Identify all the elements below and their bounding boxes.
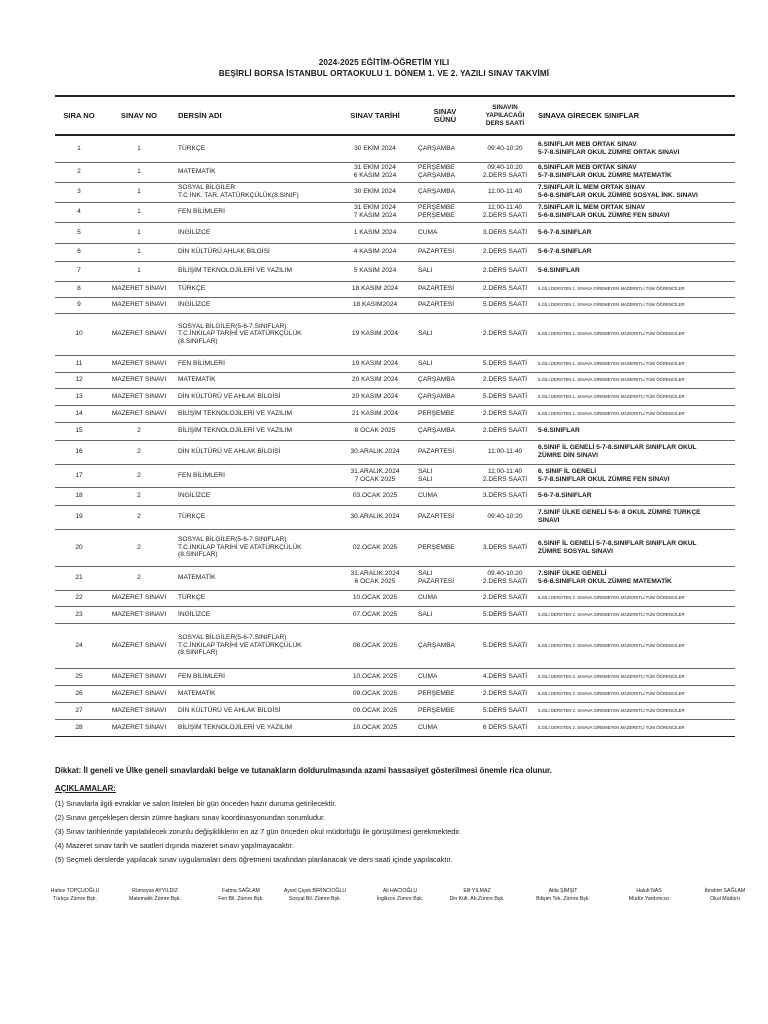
cell-ders-adi: SOSYAL BİLGİLER T.C İNK. TAR. ATATÜRKÇÜLÜK(8.SINIF) [175, 182, 335, 202]
table-row [55, 566, 735, 590]
cell-ders-saati: 5.DERS SAATİ [475, 623, 535, 668]
cell-sira-no: 6 [55, 243, 103, 261]
signature-block [526, 887, 600, 903]
cell-sinav-no: MAZERET SINAVI [103, 313, 175, 355]
table-row [55, 135, 735, 162]
signature-block [688, 887, 762, 903]
cell-sinav-no: 2 [103, 566, 175, 590]
table-row [55, 623, 735, 668]
cell-ders-adi: DİN KÜLTÜRÜ VE AHLAK BİLGİSİ [175, 388, 335, 405]
cell-siniflar: İLGİLİ DERSTEN 1. SINAVA GİREMEYEN MAZERETLİ TÜM ÖĞRENCİLER [535, 281, 735, 297]
col-header-sira-no: SIRA NO [55, 96, 103, 135]
document-title-year: 2024-2025 EĞİTİM-ÖĞRETİM YILI [318, 58, 450, 67]
cell-ders-saati: 2.DERS SAATİ [475, 243, 535, 261]
cell-sinav-gunu: ÇARŞAMBA [415, 372, 475, 388]
cell-sira-no: 20 [55, 529, 103, 566]
cell-ders-saati: 09:40-10:20 2.DERS SAATİ [475, 162, 535, 182]
cell-sira-no: 11 [55, 355, 103, 372]
cell-sinav-tarihi: 30.ARALIK.2024 [335, 440, 415, 464]
cell-siniflar: 7.SINIF ÜLKE GENELİ 5-6- 8 OKUL ZÜMRE TÜRKÇE SINAVI [535, 505, 735, 529]
signature-role: Din Kült. Ah.Zümre Bşk. [449, 896, 505, 902]
cell-siniflar: 5-6.SINIFLAR [535, 422, 735, 440]
cell-sinav-no: MAZERET SINAVI [103, 590, 175, 606]
table-row [55, 182, 735, 202]
cell-sinav-tarihi: 20 KASIM 2024 [335, 372, 415, 388]
table-row [55, 405, 735, 422]
table-row [55, 422, 735, 440]
signature-block [118, 887, 192, 903]
cell-sira-no: 8 [55, 281, 103, 297]
cell-sinav-tarihi: 18 KASIM2024 [335, 297, 415, 313]
cell-sinav-tarihi: 5 KASIM 2024 [335, 261, 415, 281]
cell-siniflar: 5-6-7-8.SINIFLAR [535, 222, 735, 243]
table-row [55, 668, 735, 685]
cell-ders-saati: 2.DERS SAATİ [475, 261, 535, 281]
signature-name: Haluk NAS [636, 888, 662, 894]
signature-name: Rümeysa AYYILDIZ [132, 888, 178, 894]
table-row [55, 440, 735, 464]
cell-ders-adi: SOSYAL BİLGİLER(5-6-7.SINIFLAR) T.C.İNKILAP TARİHİ VE ATATÜRKÇÜLÜK (8.SINIFLAR) [175, 313, 335, 355]
cell-sinav-no: 1 [103, 222, 175, 243]
cell-sinav-gunu: SALI [415, 261, 475, 281]
cell-sinav-no: MAZERET SINAVI [103, 606, 175, 623]
cell-sinav-tarihi: 02.OCAK 2025 [335, 529, 415, 566]
cell-sinav-gunu: PAZARTESİ [415, 281, 475, 297]
cell-sira-no: 27 [55, 702, 103, 719]
col-header-ders-saati: SINAVIN YAPILACAĞI DERS SAATİ [475, 96, 535, 135]
cell-sira-no: 5 [55, 222, 103, 243]
cell-ders-saati: 5.DERS SAATİ [475, 702, 535, 719]
cell-ders-adi: MATEMATİK [175, 372, 335, 388]
cell-siniflar: 6. SINIF İL GENELİ 5-7-8.SINIFLAR OKUL ZÜMRE FEN SINAVI [535, 464, 735, 487]
cell-sinav-tarihi: 31 EKİM 2024 6 KASIM 2024 [335, 162, 415, 182]
cell-ders-saati: 3.DERS SAATİ [475, 487, 535, 505]
signature-role: Müdür Yardımcısı [628, 896, 670, 902]
cell-sira-no: 4 [55, 202, 103, 222]
cell-sinav-tarihi: 08.OCAK 2025 [335, 623, 415, 668]
cell-ders-saati: 2.DERS SAATİ [475, 590, 535, 606]
table-row [55, 313, 735, 355]
cell-siniflar: 7.SINIFLAR İL MEM ORTAK SINAV 5-6-8.SINIFLAR OKUL ZÜMRE SOSYAL İNK. SINAVI [535, 182, 735, 202]
cell-sinav-no: 1 [103, 182, 175, 202]
cell-sinav-no: 1 [103, 202, 175, 222]
cell-sinav-tarihi: 8 OCAK 2025 [335, 422, 415, 440]
cell-ders-saati: 2.DERS SAATİ [475, 685, 535, 702]
cell-ders-saati: 2.DERS SAATİ [475, 372, 535, 388]
table-row [55, 702, 735, 719]
table-row [55, 162, 735, 182]
cell-siniflar: 6.SINIFLAR MEB ORTAK SINAV 5-7-8.SINIFLAR OKUL ZÜMRE MATEMATİK [535, 162, 735, 182]
explanation-item: (4) Mazeret sınav tarih ve saatleri dışında mazeret sınavı yapılmayacaktır. [55, 841, 294, 850]
cell-sinav-no: MAZERET SINAVI [103, 388, 175, 405]
cell-sinav-gunu: PERŞEMBE [415, 405, 475, 422]
cell-siniflar: İLGİLİ DERSTEN 1. SINAVA GİREMEYEN MAZERETLİ TÜM ÖĞRENCİLER [535, 297, 735, 313]
cell-sinav-gunu: PERŞEMBE [415, 685, 475, 702]
cell-sinav-tarihi: 4 KASIM 2024 [335, 243, 415, 261]
cell-sinav-no: MAZERET SINAVI [103, 355, 175, 372]
cell-ders-saati: 5.DERS SAATİ [475, 388, 535, 405]
table-row [55, 261, 735, 281]
cell-ders-adi: FEN BİLİMLERİ [175, 464, 335, 487]
signature-name: İbrahim SAĞLAM [704, 888, 746, 894]
cell-siniflar: 6.SINIF İL GENELİ 5-7-8.SINIFLAR SINIFLAR OKUL ZÜMRE SOSYAL SINAVI [535, 529, 735, 566]
cell-sinav-gunu: ÇARŞAMBA [415, 422, 475, 440]
cell-sinav-gunu: ÇARŞAMBA [415, 623, 475, 668]
warning-note: Dikkat: İl geneli ve Ülke geneli sınavlardaki belge ve tutanakların doldurulmasında azami hassasiyet gösterilmesi önemle rica olunur. [55, 766, 552, 775]
cell-sira-no: 25 [55, 668, 103, 685]
cell-ders-adi: MATEMATİK [175, 566, 335, 590]
cell-ders-saati: 11:00-11:40 [475, 440, 535, 464]
cell-sinav-no: 1 [103, 243, 175, 261]
cell-sinav-no: MAZERET SINAVI [103, 623, 175, 668]
cell-ders-adi: BİLİŞİM TEKNOLOJİLERİ VE YAZILIM [175, 719, 335, 736]
cell-sinav-tarihi: 10.OCAK 2025 [335, 590, 415, 606]
signature-block [612, 887, 686, 903]
cell-sinav-tarihi: 09.OCAK 2025 [335, 702, 415, 719]
cell-sira-no: 15 [55, 422, 103, 440]
table-row [55, 372, 735, 388]
cell-sinav-tarihi: 07.OCAK 2025 [335, 606, 415, 623]
cell-siniflar: İLGİLİ DERSTEN 2. SINAVA GİREMEYEN MAZERETLİ TÜM ÖĞRENCİLER [535, 668, 735, 685]
cell-sinav-tarihi: 18 KASIM 2024 [335, 281, 415, 297]
cell-sira-no: 12 [55, 372, 103, 388]
cell-sinav-no: 2 [103, 487, 175, 505]
cell-sira-no: 22 [55, 590, 103, 606]
cell-ders-saati: 4.DERS SAATİ [475, 668, 535, 685]
cell-ders-adi: TÜRKÇE [175, 505, 335, 529]
cell-sinav-no: 1 [103, 261, 175, 281]
signature-block [363, 887, 437, 903]
cell-sinav-tarihi: 19 KASIM 2024 [335, 313, 415, 355]
cell-sinav-no: MAZERET SINAVI [103, 668, 175, 685]
cell-ders-saati: 6 DERS SAATİ [475, 719, 535, 736]
signature-role: Türkçe Zümre Bşk. [53, 896, 97, 902]
cell-ders-adi: DİN KÜLTÜRÜ VE AHLAK BİLGİSİ [175, 440, 335, 464]
cell-ders-adi: DİN KÜLTÜRÜ VE AHLAK BİLGİSİ [175, 702, 335, 719]
col-header-sinav-gunu: SINAV GÜNÜ [415, 96, 475, 135]
cell-sinav-tarihi: 30 EKİM 2024 [335, 135, 415, 162]
document-title-main: BEŞİRLİ BORSA İSTANBUL ORTAOKULU 1. DÖNEM 1. VE 2. YAZILI SINAV TAKVİMİ [218, 69, 550, 78]
table-row [55, 685, 735, 702]
cell-siniflar: İLGİLİ DERSTEN 2. SINAVA GİREMEYEN MAZERETLİ TÜM ÖĞRENCİLER [535, 685, 735, 702]
cell-ders-adi: SOSYAL BİLGİLER(5-6-7.SINIFLAR) T.C.İNKILAP TARİHİ VE ATATÜRKÇÜLÜK (8.SINIFLAR) [175, 623, 335, 668]
col-header-ders-adi: DERSİN ADI [175, 96, 335, 135]
cell-sinav-no: 2 [103, 505, 175, 529]
cell-sinav-gunu: ÇARŞAMBA [415, 388, 475, 405]
cell-sinav-gunu: ÇARŞAMBA [415, 182, 475, 202]
cell-siniflar: İLGİLİ DERSTEN 1. SINAVA GİREMEYEN MAZERETLİ TÜM ÖĞRENCİLER [535, 313, 735, 355]
cell-siniflar: 5-6.SINIFLAR [535, 261, 735, 281]
signature-name: Atila ŞİMŞİT [548, 888, 578, 894]
cell-siniflar: İLGİLİ DERSTEN 2. SINAVA GİREMEYEN MAZERETLİ TÜM ÖĞRENCİLER [535, 623, 735, 668]
cell-sinav-no: 1 [103, 135, 175, 162]
cell-sira-no: 18 [55, 487, 103, 505]
table-row [55, 719, 735, 736]
table-row [55, 281, 735, 297]
table-row [55, 243, 735, 261]
cell-sinav-no: MAZERET SINAVI [103, 405, 175, 422]
col-header-sinav-tarihi: SINAV TARİHİ [335, 96, 415, 135]
cell-sira-no: 1 [55, 135, 103, 162]
cell-ders-saati: 2.DERS SAATİ [475, 281, 535, 297]
cell-ders-adi: İNGİLİZCE [175, 222, 335, 243]
explanations-title: AÇIKLAMALAR: [55, 784, 116, 793]
cell-ders-adi: DİN KÜLTÜRÜ AHLAK BİLGİSİ [175, 243, 335, 261]
cell-sinav-gunu: PERŞEMBE [415, 702, 475, 719]
cell-ders-adi: FEN BİLİMLERİ [175, 202, 335, 222]
table-header-row [55, 96, 735, 135]
cell-ders-saati: 09.40-10.20 2.DERS SAATİ [475, 566, 535, 590]
cell-sinav-no: 1 [103, 162, 175, 182]
signature-role: Fen Bil. Zümre Bşk. [218, 896, 264, 902]
table-row [55, 606, 735, 623]
signature-name: Ali HACIOĞLU [382, 888, 418, 894]
cell-ders-adi: BİLİŞİM TEKNOLOJİLERİ VE YAZILIM [175, 422, 335, 440]
cell-sira-no: 24 [55, 623, 103, 668]
cell-sinav-no: 2 [103, 422, 175, 440]
cell-sira-no: 13 [55, 388, 103, 405]
cell-sinav-gunu: SALI [415, 313, 475, 355]
cell-sira-no: 3 [55, 182, 103, 202]
signature-block [204, 887, 278, 903]
cell-sira-no: 26 [55, 685, 103, 702]
cell-ders-adi: İNGİLİZCE [175, 487, 335, 505]
cell-sinav-no: 2 [103, 440, 175, 464]
cell-sira-no: 23 [55, 606, 103, 623]
signature-block [38, 887, 112, 903]
cell-sira-no: 17 [55, 464, 103, 487]
table-body [55, 135, 735, 736]
table-row [55, 222, 735, 243]
table-row [55, 487, 735, 505]
exam-schedule-table [55, 95, 735, 737]
cell-ders-saati: 2.DERS SAATİ [475, 313, 535, 355]
cell-sinav-no: MAZERET SINAVI [103, 281, 175, 297]
signature-name: Hatice TOPÇUOĞLU [50, 888, 100, 894]
signature-role: Matematik Zümre Bşk. [129, 896, 181, 902]
cell-ders-adi: TÜRKÇE [175, 590, 335, 606]
cell-sinav-gunu: PERŞEMBE ÇARŞAMBA [415, 162, 475, 182]
cell-ders-saati: 5.DERS SAATİ [475, 297, 535, 313]
table-row [55, 505, 735, 529]
cell-sinav-tarihi: 1 KASIM 2024 [335, 222, 415, 243]
cell-ders-adi: BİLİŞİM TEKNOLOJİLERİ VE YAZILIM [175, 261, 335, 281]
cell-siniflar: İLGİLİ DERSTEN 1. SINAVA GİREMEYEN MAZERETLİ TÜM ÖĞRENCİLER [535, 355, 735, 372]
signature-role: Okul Müdürü [710, 896, 740, 902]
cell-sinav-gunu: CUMA [415, 222, 475, 243]
cell-sinav-gunu: PAZARTESİ [415, 505, 475, 529]
col-header-sinav-no: SINAV NO [103, 96, 175, 135]
signature-role: Sosyal Bil. Zümre Bşk. [288, 896, 342, 902]
col-header-siniflar: SINAVA GİRECEK SINIFLAR [535, 96, 735, 135]
cell-sinav-no: MAZERET SINAVI [103, 719, 175, 736]
cell-sinav-tarihi: 31.ARALIK.2024 6 OCAK 2025 [335, 566, 415, 590]
signature-role: Bilişim Tek. Zümre Bşk. [536, 896, 590, 902]
cell-sinav-tarihi: 10.OCAK 2025 [335, 719, 415, 736]
cell-ders-adi: İNGİLİZCE [175, 297, 335, 313]
cell-sinav-gunu: PAZARTESİ [415, 243, 475, 261]
cell-sira-no: 10 [55, 313, 103, 355]
cell-sinav-gunu: SALI SALI [415, 464, 475, 487]
table-row [55, 355, 735, 372]
cell-ders-adi: FEN BİLİMLERİ [175, 355, 335, 372]
signature-name: Elif YILMAZ [463, 888, 491, 894]
cell-sinav-no: MAZERET SINAVI [103, 685, 175, 702]
cell-sinav-tarihi: 20 KASIM 2024 [335, 388, 415, 405]
signature-name: Fatma SAĞLAM [222, 888, 260, 894]
cell-siniflar: 5-6-7-8.SINIFLAR [535, 487, 735, 505]
cell-sinav-gunu: PERŞEMBE PERŞEMBE [415, 202, 475, 222]
cell-siniflar: İLGİLİ DERSTEN 2. SINAVA GİREMEYEN MAZERETLİ TÜM ÖĞRENCİLER [535, 719, 735, 736]
cell-sira-no: 14 [55, 405, 103, 422]
cell-sinav-tarihi: 30 EKİM 2024 [335, 182, 415, 202]
cell-ders-saati: 2.DERS SAATİ [475, 405, 535, 422]
cell-sinav-no: 2 [103, 464, 175, 487]
cell-ders-adi: MATEMATİK [175, 162, 335, 182]
cell-sinav-tarihi: 31.ARALIK.2024 7 OCAK 2025 [335, 464, 415, 487]
cell-ders-adi: TÜRKÇE [175, 281, 335, 297]
explanation-item: (2) Sınavı gerçekleşen dersin zümre başkanı sınav koordinasyonundan sorumludur. [55, 813, 326, 822]
cell-sinav-gunu: SALI PAZARTESİ [415, 566, 475, 590]
cell-sinav-tarihi: 21 KASIM 2024 [335, 405, 415, 422]
cell-siniflar: 6.SINIF İL GENELİ 5-7-8.SINIFLAR SINIFLAR OKUL ZÜMRE DİN SINAVI [535, 440, 735, 464]
cell-sinav-no: 2 [103, 529, 175, 566]
cell-ders-saati: 11:00-11:40 2.DERS SAATİ [475, 202, 535, 222]
cell-ders-saati: 11:00-11:40 [475, 182, 535, 202]
explanation-item: (1) Sınavlarla ilgili evraklar ve salon listeleri bir gün önceden hazır duruma getirilecektir. [55, 799, 337, 808]
cell-ders-adi: TÜRKÇE [175, 135, 335, 162]
cell-sinav-tarihi: 10.OCAK 2025 [335, 668, 415, 685]
table-row [55, 464, 735, 487]
cell-sinav-gunu: PAZARTESİ [415, 440, 475, 464]
cell-sinav-gunu: CUMA [415, 719, 475, 736]
signature-block [278, 887, 352, 903]
cell-sira-no: 7 [55, 261, 103, 281]
table-row [55, 388, 735, 405]
cell-sinav-gunu: SALI [415, 606, 475, 623]
cell-ders-saati: 5.DERS SAATİ [475, 355, 535, 372]
cell-ders-saati: 11:00-11:40 2.DERS SAATİ [475, 464, 535, 487]
table-row [55, 590, 735, 606]
cell-sira-no: 21 [55, 566, 103, 590]
cell-sinav-no: MAZERET SINAVI [103, 297, 175, 313]
cell-ders-saati: 09:40-10:20 [475, 505, 535, 529]
cell-ders-saati: 09:40-10:20 [475, 135, 535, 162]
cell-siniflar: İLGİLİ DERSTEN 1. SINAVA GİREMEYEN MAZERETLİ TÜM ÖĞRENCİLER [535, 372, 735, 388]
cell-sinav-tarihi: 19 KASIM 2024 [335, 355, 415, 372]
cell-sinav-tarihi: 09.OCAK 2025 [335, 685, 415, 702]
signature-name: Aysel Çiçek BİRİNCİOĞLU [283, 888, 347, 894]
cell-siniflar: İLGİLİ DERSTEN 1. SINAVA GİREMEYEN MAZERETLİ TÜM ÖĞRENCİLER [535, 405, 735, 422]
cell-siniflar: 7.SINIFLAR İL MEM ORTAK SINAV 5-6-8.SINIFLAR OKUL ZÜMRE FEN SINAVI [535, 202, 735, 222]
cell-sinav-tarihi: 31 EKİM 2024 7 KASIM 2024 [335, 202, 415, 222]
cell-sinav-tarihi: 03.OCAK 2025 [335, 487, 415, 505]
cell-sinav-gunu: PERŞEMBE [415, 529, 475, 566]
cell-siniflar: İLGİLİ DERSTEN 2. SINAVA GİREMEYEN MAZERETLİ TÜM ÖĞRENCİLER [535, 606, 735, 623]
cell-ders-adi: İNGİLİZCE [175, 606, 335, 623]
cell-siniflar: İLGİLİ DERSTEN 2. SINAVA GİREMEYEN MAZERETLİ TÜM ÖĞRENCİLER [535, 702, 735, 719]
cell-sira-no: 19 [55, 505, 103, 529]
cell-siniflar: İLGİLİ DERSTEN 2. SINAVA GİREMEYEN MAZERETLİ TÜM ÖĞRENCİLER [535, 590, 735, 606]
cell-sinav-no: MAZERET SINAVI [103, 702, 175, 719]
cell-siniflar: İLGİLİ DERSTEN 1. SINAVA GİREMEYEN MAZERETLİ TÜM ÖĞRENCİLER [535, 388, 735, 405]
signature-role: İngilizce Zümre Bşk. [376, 896, 424, 902]
cell-sira-no: 28 [55, 719, 103, 736]
cell-ders-adi: BİLİŞİM TEKNOLOJİLERİ VE YAZILIM [175, 405, 335, 422]
explanation-item: (5) Seçmeli derslerde yapılacak sınav uygulamaları ders öğretmeni tarafından planlanacak ve ders saati içinde yapılacaktır. [55, 855, 453, 864]
cell-sira-no: 2 [55, 162, 103, 182]
cell-ders-saati: 5.DERS SAATİ [475, 606, 535, 623]
table-row [55, 297, 735, 313]
cell-sinav-gunu: CUMA [415, 590, 475, 606]
cell-sinav-gunu: ÇARŞAMBA [415, 135, 475, 162]
cell-siniflar: 7.SINIF ÜLKE GENELİ 5-6-8.SINIFLAR OKUL ZÜMRE MATEMATİK [535, 566, 735, 590]
cell-ders-adi: FEN BİLİMLERİ [175, 668, 335, 685]
cell-ders-saati: 3.DERS SAATİ [475, 222, 535, 243]
cell-sira-no: 9 [55, 297, 103, 313]
cell-sinav-gunu: CUMA [415, 487, 475, 505]
cell-ders-adi: SOSYAL BİLGİLER(5-6-7.SINIFLAR) T.C.İNKILAP TARİHİ VE ATATÜRKÇÜLÜK (8.SINIFLAR) [175, 529, 335, 566]
explanation-item: (3) Sınav tarihlerinde yapılabilecek zorunlu değişikliklerin en az 7 gün önceden okul müdürlüğü ile görüşülmesi gerekmektedir. [55, 827, 462, 836]
cell-siniflar: 5-6-7-8.SINIFLAR [535, 243, 735, 261]
cell-ders-adi: MATEMATİK [175, 685, 335, 702]
cell-ders-saati: 3.DERS SAATİ [475, 529, 535, 566]
table-row [55, 529, 735, 566]
cell-sinav-gunu: CUMA [415, 668, 475, 685]
cell-ders-saati: 2.DERS SAATİ [475, 422, 535, 440]
cell-sinav-tarihi: 30.ARALIK.2024 [335, 505, 415, 529]
table-row [55, 202, 735, 222]
cell-siniflar: 6.SINIFLAR MEB ORTAK SINAV 5-7-8.SINIFLAR OKUL ZÜMRE ORTAK SINAVI [535, 135, 735, 162]
cell-sinav-gunu: PAZARTESİ [415, 297, 475, 313]
signature-block [440, 887, 514, 903]
cell-sira-no: 16 [55, 440, 103, 464]
cell-sinav-no: MAZERET SINAVI [103, 372, 175, 388]
cell-sinav-gunu: SALI [415, 355, 475, 372]
